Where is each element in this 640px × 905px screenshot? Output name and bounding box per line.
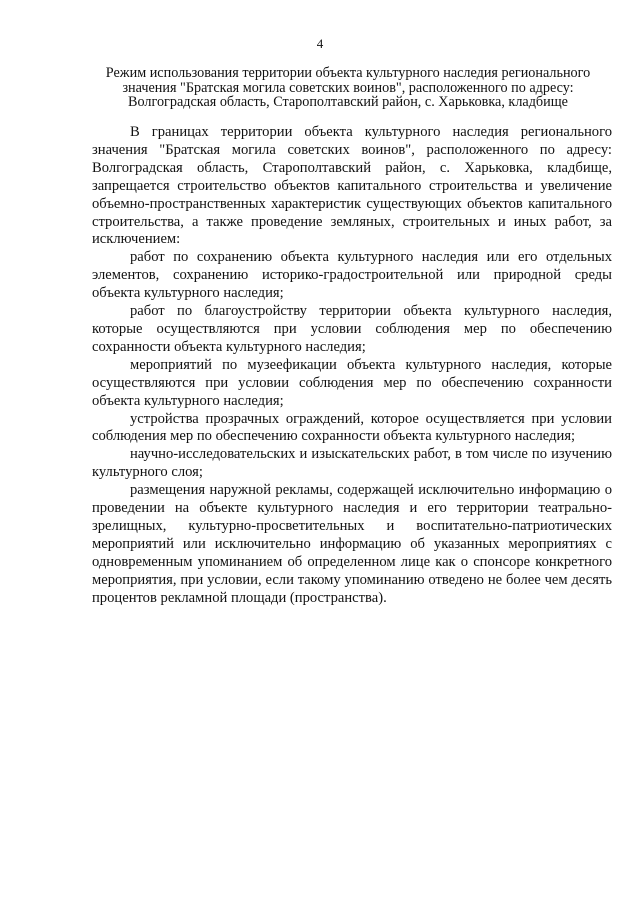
page-number: 4 [316,36,324,51]
title-line: Режим использования территории объекта культурного наследия регионального [105,65,591,81]
intro-paragraph: В границах территории объекта культурного наследия регионального значения "Братская могила советских воинов", расположенного по адресу: Волгоградская область, Старополтавский район, с. Харьковка, кладбище, запрещается строительство объектов капитального строительства и увеличение объемно-пространственных характеристик существующих объектов капитального строительства, а также проведение земляных, строительных и иных работ, за исключением: [92,124,612,248]
title-line: значения "Братская могила советских воинов", расположенного по адресу: [122,79,574,96]
exception-paragraph: мероприятий по музеефикации объекта культурного наследия, которые осуществляются при условии соблюдения мер по обеспечению сохранности объекта культурного наследия; [92,356,612,409]
exception-paragraph: размещения наружной рекламы, содержащей исключительно информацию о проведении на объекте культурного наследия и его территории театрально-зрелищных, культурно-просветительных и воспитательно-патриотических мероприятий или исключительно информацию об указанных мероприятиях с одновременным упоминанием об определенном лице как о спонсоре конкретного мероприятия, при условии, если такому упоминанию отведено не более чем десять процентов рекламной площади (пространства). [92,482,612,606]
title-line: Волгоградская область, Старополтавский район, с. Харьковка, кладбище [128,94,568,110]
document-body [92,124,612,607]
exception-paragraph: работ по сохранению объекта культурного наследия или его отдельных элементов, сохранению историко-градостроительной или природной среды объекта культурного наследия; [92,249,612,302]
document-title [88,66,608,110]
exception-paragraph: работ по благоустройству территории объекта культурного наследия, которые осуществляются при условии соблюдения мер по обеспечению сохранности объекта культурного наследия; [92,303,612,355]
exception-paragraph: научно-исследовательских и изыскательских работ, в том числе по изучению культурного слоя; [92,446,612,481]
exception-paragraph: устройства прозрачных ограждений, которое осуществляется при условии соблюдения мер по обеспечению сохранности объекта культурного наследия; [92,410,612,445]
